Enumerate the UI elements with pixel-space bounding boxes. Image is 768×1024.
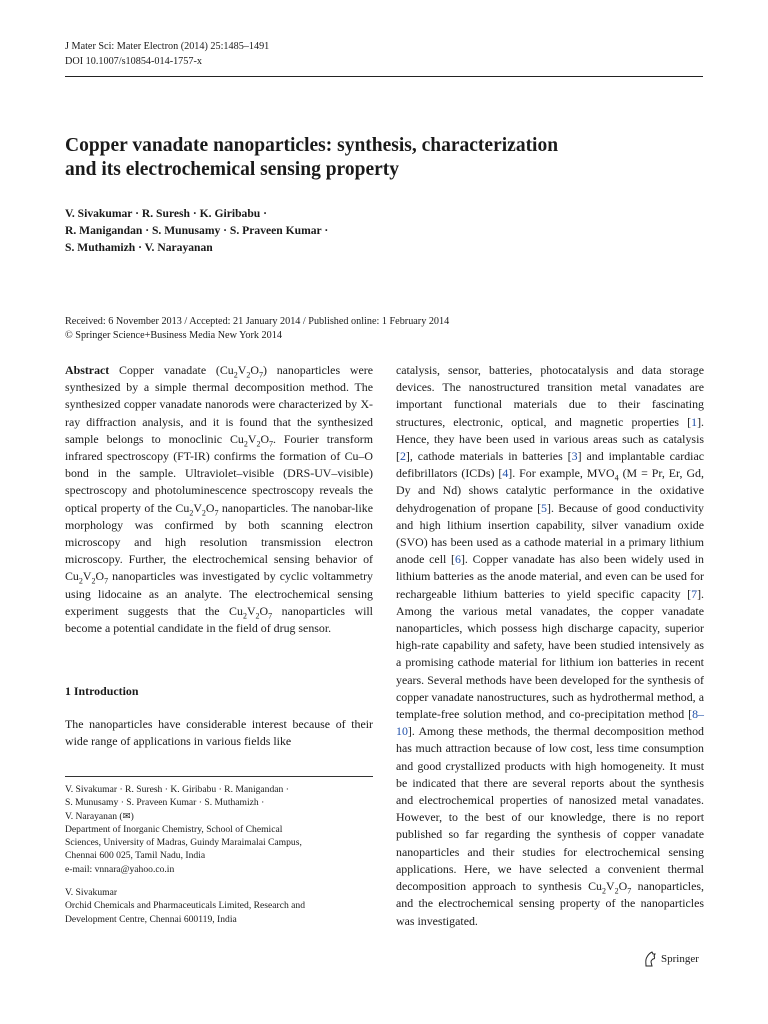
- citation-link[interactable]: 3: [571, 449, 578, 464]
- footnote-author2-affiliation-line-2: Development Centre, Chennai 600119, India: [65, 913, 237, 925]
- title-line-1: Copper vanadate nanoparticles: synthesis, characterization: [65, 135, 559, 156]
- publication-dates: [65, 315, 705, 343]
- publisher-name: Springer: [661, 953, 699, 965]
- publisher-logo: [643, 951, 699, 967]
- author-list: [65, 205, 685, 256]
- received-accepted-published: Received: 6 November 2013 / Accepted: 21 January 2014 / Published online: 1 February 2014: [65, 316, 450, 327]
- title-line-2: and its electrochemical sensing property: [65, 159, 399, 180]
- footnote-email[interactable]: e-mail: vnnara@yahoo.co.in: [65, 863, 175, 875]
- footnote-authors-line-3: V. Narayanan (✉): [65, 810, 134, 822]
- citation-link[interactable]: 8–10: [396, 707, 704, 739]
- footnote-affiliation-line-1: Department of Inorganic Chemistry, School of Chemical: [65, 823, 283, 835]
- citation-link[interactable]: 6: [455, 552, 461, 567]
- article-title: [65, 134, 685, 182]
- authors-line-2: R. Manigandan · S. Munusamy · S. Praveen Kumar ·: [65, 224, 329, 237]
- abstract-label: Abstract: [65, 363, 110, 377]
- citation-link[interactable]: 7: [691, 586, 698, 601]
- introduction-paragraph-start: The nanoparticles have considerable interest because of their wide range of applications in various fields like: [65, 717, 373, 749]
- citation-link[interactable]: 4: [502, 466, 509, 481]
- journal-citation: J Mater Sci: Mater Electron (2014) 25:1485–1491: [65, 41, 270, 52]
- introduction-continued: catalysis, sensor, batteries, photocatalysis and data storage devices. The nanostructured transition metal vanadates are important functional materials due to their fascinating structures, electronic, optical, and magnetic properties [1]. Hence, they have been used in various areas such as catalysis [2], cathode materials in batteries [3] and implantable cardiac defibrillators (ICDs) [4]. For example, $MVO_4$ (M = Pr, Er, Gd, Dy and Nd) shows catalytic performance in the oxidative dehydrogenation of propane [5]. Because of good conductivity and high lithium insertion capability, silver vanadium oxide (SVO) has been used as a cathode material in a primary lithium anode cell [6]. Copper vanadate has also been widely used in lithium batteries as the anode material, and even can be used for rechargeable lithium batteries to yield specific capacity [7]. Among the various metal vanadates, the copper vanadate nanoparticles, which possess high discharge capacity, superior high-rate capability and safety, have been studied intensively as a promising cathode material for lithium ion batteries in recent years. Several methods have been developed for the synthesis of copper vanadate nanostructures, such as hydrothermal method, a template-free solution method, and co-precipitation method [8–10]. Among these methods, the thermal decomposition method has much attraction because of low cost, less time consumption and good crystallized products with high homogeneity. It must be indicated that there are several reports about the synthesis and electrochemical properties of nanosized metal vanadates. However, to the best of our knowledge, there is no report published so far regarding the synthesis of copper vanadate nanoparticles and their studies for electrochemical sensing applications. Here, we have selected a convenient thermal decomposition approach to synthesis $Cu_2V_2O_7$ nanoparticles, and the electrochemical sensing property of the nanoparticles was investigated.: [396, 363, 704, 928]
- author-affiliation-footnote: [65, 783, 375, 876]
- abstract: Abstract Copper vanadate $(Cu_2V_2O_7)$ nanoparticles were synthesized by a simple thermal decomposition method. The synthesized copper vanadate nanorods were characterized by X-ray diffraction analysis, and it is found that the synthesized sample belongs to monoclinic $Cu_2V_2O_7$. Fourier transform infrared spectroscopy (FT-IR) confirms the formation of Cu–O bond in the sample. Ultraviolet–visible (DRS-UV–visible) spectroscopy and photoluminescence spectroscopy reveals the optical property of the $Cu_2V_2O_7$ nanoparticles. The nanobar-like morphology was confirmed by both scanning electron microscopy and high resolution transmission electron microscopy. Further, the electrochemical sensing behavior of $Cu_2V_2O_7$ nanoparticles was investigated by cyclic voltammetry using lidocaine as an analyte. The electrochemical sensing experiment suggests that the $Cu_2V_2O_7$ nanoparticles will become a potential candidate in the field of drug sensor.: [65, 363, 374, 636]
- footnote-author2-name: V. Sivakumar: [65, 887, 118, 898]
- springer-horse-icon: [643, 951, 657, 967]
- footnote-affiliation-line-2: Sciences, University of Madras, Guindy Maraimalai Campus,: [65, 837, 302, 849]
- authors-line-3: S. Muthamizh · V. Narayanan: [65, 241, 213, 254]
- citation-link[interactable]: 1: [691, 414, 698, 429]
- footnote-rule: [65, 776, 373, 777]
- footnote-authors-line-1: V. Sivakumar · R. Suresh · K. Giribabu · R. Manigandan ·: [65, 784, 289, 795]
- second-affiliation-footnote: [65, 886, 375, 926]
- footnote-author2-affiliation-line-1: Orchid Chemicals and Pharmaceuticals Limited, Research and: [65, 900, 306, 912]
- citation-link[interactable]: 2: [399, 449, 406, 464]
- citation-link[interactable]: 5: [541, 500, 547, 515]
- section-heading-introduction: 1 Introduction: [65, 684, 139, 698]
- authors-line-1: V. Sivakumar · R. Suresh · K. Giribabu ·: [65, 207, 267, 220]
- footnote-authors-line-2: S. Munusamy · S. Praveen Kumar · S. Muthamizh ·: [65, 797, 265, 809]
- doi[interactable]: DOI 10.1007/s10854-014-1757-x: [65, 56, 202, 67]
- footnote-affiliation-line-3: Chennai 600 025, Tamil Nadu, India: [65, 850, 206, 862]
- header-rule: [65, 76, 703, 77]
- copyright-notice: © Springer Science+Business Media New York 2014: [65, 330, 282, 341]
